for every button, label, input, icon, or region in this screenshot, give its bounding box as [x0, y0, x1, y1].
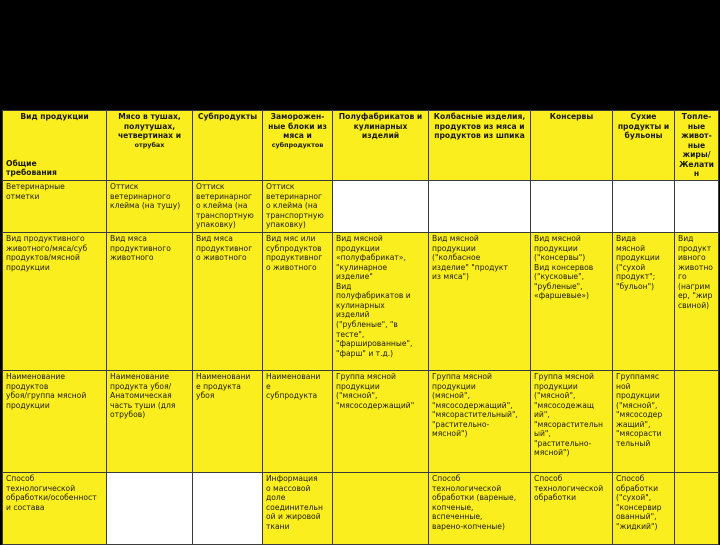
header-corner-top: Вид продукции [20, 112, 89, 121]
cell-line: животного [110, 253, 154, 263]
column-header-line: полутушах, [123, 121, 176, 131]
cell-line: изделий [336, 310, 370, 320]
cell-line: Вид продуктивного [6, 233, 85, 243]
cell-line: Группа мясной [336, 371, 396, 381]
cell-line: Вид мяс или [266, 233, 316, 243]
cell-line: ной [616, 381, 631, 391]
cell-line: о клейма (на [196, 201, 248, 211]
table-cell [193, 232, 263, 370]
cell-line: животного/мяса/суб [6, 243, 88, 253]
row-header-cell [3, 370, 107, 472]
cell-line: упаковку) [196, 220, 236, 230]
cell-line: Наименование [6, 371, 66, 381]
cell-line: технологической [6, 483, 76, 493]
cell-line: вспеченные, [432, 512, 483, 522]
cell-line: ой и жировой [266, 512, 321, 522]
table-cell [429, 370, 531, 472]
cell-line: "мясосодержащий", [432, 400, 513, 410]
cell-line: е продукта [196, 381, 241, 391]
cell-line: Вид консервов [534, 262, 594, 272]
row-header-cell [3, 232, 107, 370]
cell-line: продуктивного [110, 243, 171, 253]
cell-line: убоя [196, 391, 215, 401]
cell-line: Вида [616, 233, 637, 243]
column-header [333, 111, 429, 181]
cell-line: отметки [6, 191, 40, 201]
cell-line: ветеринарног [266, 191, 323, 201]
cell-line: продукции [336, 381, 380, 391]
column-header [531, 111, 613, 181]
table-cell [531, 232, 613, 370]
row-header-cell [3, 180, 107, 232]
cell-line: ованный", [616, 512, 657, 522]
table-cell [193, 370, 263, 472]
cell-line: Способ [6, 473, 35, 483]
cell-line: тесте", [336, 329, 365, 339]
table-cell [675, 370, 719, 472]
cell-line: продукции [616, 391, 660, 401]
cell-line: ("сухой", [616, 493, 652, 503]
row-header-cell [3, 472, 107, 544]
table-cell [107, 180, 193, 232]
cell-line: кулинарных [336, 300, 385, 310]
header-corner-bottom-line: требования [6, 168, 57, 178]
table-cell [333, 180, 429, 232]
table-cell [333, 472, 429, 544]
cell-line: клейма (на тушу) [110, 201, 181, 211]
column-header-line: продукты и [617, 121, 670, 131]
cell-line: ("колбасное [432, 253, 481, 263]
cell-line: продукции [616, 253, 660, 263]
cell-line: варено-копченые) [432, 521, 505, 531]
cell-line: "мясорасти [616, 429, 662, 439]
table-cell [107, 370, 193, 472]
cell-line: "мясорастительный", [432, 410, 518, 420]
header-corner-bottom [6, 159, 57, 178]
cell-line: продукт [678, 243, 712, 253]
cell-line: продуктов/мясной [6, 253, 80, 263]
row-product-name [3, 370, 719, 472]
cell-line: ткани [266, 521, 290, 531]
cell-line: продуктивног [266, 253, 323, 263]
cell-line: о массовой [266, 483, 311, 493]
cell-line: ий", [534, 410, 550, 420]
cell-line: изделие" "продукт [432, 262, 508, 272]
column-header-line: отрубах [134, 140, 165, 149]
cell-line: мясной") [432, 429, 468, 439]
table-cell [429, 232, 531, 370]
cell-line: обработки [616, 483, 659, 493]
cell-line: из мяса") [432, 272, 469, 282]
row-method [3, 472, 719, 544]
cell-line: продукции [534, 381, 578, 391]
cell-line: технологической [534, 483, 604, 493]
column-header-line: продуктов из шпика [434, 131, 525, 141]
cell-line: о животного [196, 253, 247, 263]
cell-line: жащий", [616, 419, 651, 429]
cell-line: "фаршированные", [336, 339, 413, 349]
cell-line: Способ [432, 473, 461, 483]
cell-line: Оттиск [110, 181, 139, 191]
column-header [107, 111, 193, 181]
column-header-line: Субпродукты [197, 112, 258, 121]
table-cell [531, 180, 613, 232]
cell-line: Наименовани [196, 371, 251, 381]
column-header-line: жиры/ [682, 150, 711, 160]
table-cell [263, 472, 333, 544]
cell-line: "кулинарное [336, 262, 388, 272]
cell-line: обработки [534, 493, 577, 503]
cell-line: "мясосодер [616, 410, 663, 420]
cell-line: технологической [432, 483, 502, 493]
table-cell [263, 232, 333, 370]
table-cell [263, 180, 333, 232]
cell-line: Вид мясной [336, 233, 383, 243]
cell-line: «фаршевые») [534, 291, 589, 301]
table-cell [531, 472, 613, 544]
table-cell [613, 232, 675, 370]
table-cell [613, 370, 675, 472]
cell-line: "рубленые", [534, 281, 583, 291]
cell-line: Вид мясной [534, 233, 581, 243]
column-header [429, 111, 531, 181]
cell-line: Группа мясной [432, 371, 492, 381]
column-header-line: субпродуктов [271, 140, 324, 149]
column-header-line: ные [687, 121, 706, 131]
cell-line: ивного [678, 253, 706, 263]
cell-line: Группамяс [616, 371, 660, 381]
cell-line: го [678, 272, 687, 282]
cell-line: (мясной", [432, 391, 470, 401]
cell-line: Анатомическая [110, 391, 172, 401]
cell-line: доле [266, 493, 286, 503]
column-header [193, 111, 263, 181]
column-header [613, 111, 675, 181]
table-cell [675, 180, 719, 232]
table-cell [107, 232, 193, 370]
cell-line: ("сухой [616, 262, 646, 272]
header-row [3, 111, 719, 181]
cell-line: "фарш" и т.д.) [336, 348, 394, 358]
table-cell [333, 370, 429, 472]
table-cell [263, 370, 333, 472]
column-header-line: Сухие [630, 112, 657, 121]
cell-line: ("мясной", [534, 391, 576, 401]
cell-line: "консервир [616, 502, 662, 512]
cell-line: соединительн [266, 502, 323, 512]
cell-line: Группа мясной [534, 371, 594, 381]
cell-line: продукции [432, 381, 476, 391]
table-cell [333, 232, 429, 370]
cell-line: Оттиск [266, 181, 295, 191]
cell-line: копченые, [432, 502, 474, 512]
cell-line: (нагрим [678, 281, 711, 291]
cell-line: отрубов) [110, 410, 146, 420]
cell-line: транспортную [266, 210, 324, 220]
table-cell [613, 180, 675, 232]
cell-line: «полуфабрикат», [336, 253, 406, 263]
cell-line: Способ [616, 473, 645, 483]
cell-line: Вид мясной [432, 233, 479, 243]
cell-line: "мясорастительн [534, 419, 604, 429]
cell-line: мясной [616, 243, 646, 253]
cell-line: мясной") [534, 448, 570, 458]
cell-line: субпродукта [266, 391, 318, 401]
cell-line: продукции [336, 243, 380, 253]
cell-line: Ветеринарные [6, 181, 65, 191]
cell-line: "бульон") [616, 281, 655, 291]
cell-line: субпродуктов [266, 243, 322, 253]
table-cell [429, 180, 531, 232]
cell-line: животно [678, 262, 713, 272]
table-cell [193, 180, 263, 232]
column-header [263, 111, 333, 181]
column-header-line: Желатин [679, 159, 714, 179]
cell-line: "жидкий") [616, 521, 658, 531]
table-cell [531, 370, 613, 472]
header-corner-bottom-line: Общие [6, 158, 37, 168]
table-cell [107, 472, 193, 544]
column-header-line: кулинарных [353, 121, 408, 131]
table-cell [675, 472, 719, 544]
column-header-line: ные блоки из [268, 121, 327, 131]
cell-line: о животного [266, 262, 317, 272]
requirements-table [2, 110, 719, 545]
cell-line: продукции [534, 243, 578, 253]
cell-line: Вид [678, 233, 694, 243]
cell-line: полуфабрикатов и [336, 291, 411, 301]
cell-line: о клейма (на [266, 201, 318, 211]
cell-line: транспортную [196, 210, 254, 220]
cell-line: упаковку) [266, 220, 306, 230]
cell-line: продукции [432, 243, 476, 253]
cell-line: тельный [616, 438, 651, 448]
cell-line: ветеринарног [196, 191, 253, 201]
cell-line: "растительно- [534, 438, 592, 448]
cell-line: и состава [6, 502, 45, 512]
cell-line: Информация [266, 473, 318, 483]
row-veterinary-marks [3, 180, 719, 232]
cell-line: продукт"; [616, 272, 656, 282]
column-header-line: мяса и [283, 131, 312, 141]
cell-line: е [266, 381, 271, 391]
column-header-line: Полуфабрикатов и [338, 112, 423, 121]
table-cell [429, 472, 531, 544]
column-header-line: изделий [361, 131, 400, 141]
cell-line: продукции [6, 400, 50, 410]
cell-line: Вид мяса [110, 233, 147, 243]
table-cell [613, 472, 675, 544]
cell-line: Вид [336, 281, 352, 291]
column-header-line: четвертинах и [117, 131, 182, 141]
column-header-line: Консервы [549, 112, 594, 121]
column-header-line: продуктов из мяса и [434, 121, 525, 131]
cell-line: убоя/группа мясной [6, 391, 87, 401]
cell-line: ("мясной", [336, 391, 378, 401]
cell-line: свиной) [678, 300, 710, 310]
column-header-line: Топле- [681, 112, 712, 121]
cell-line: ("консервы") [534, 253, 586, 263]
cell-line: Способ [534, 473, 563, 483]
title-band [0, 0, 720, 108]
cell-line: обработки/особенност [6, 493, 97, 503]
column-header-line: бульоны [624, 131, 663, 141]
cell-line: ер, "жир [678, 291, 713, 301]
cell-line: ("мясной", [616, 400, 658, 410]
table-cell [193, 472, 263, 544]
cell-line: "мясосодержащий" [336, 400, 415, 410]
column-header-line: живот- [681, 131, 712, 141]
cell-line: Наименование [110, 371, 170, 381]
cell-line: продукции [6, 262, 50, 272]
cell-line: обработки (вареные, [432, 493, 517, 503]
column-header-line: Заморожен- [270, 112, 325, 121]
header-corner-cell [3, 111, 107, 181]
cell-line: "мясосодежащ [534, 400, 595, 410]
row-product-type [3, 232, 719, 370]
cell-line: ("кусковые", [534, 272, 584, 282]
cell-line: Оттиск [196, 181, 225, 191]
cell-line: ый", [534, 429, 551, 439]
cell-line: изделие" [336, 272, 373, 282]
cell-line: ветеринарного [110, 191, 171, 201]
column-header-line: Колбасные изделия, [433, 112, 526, 121]
cell-line: "растительно- [432, 419, 490, 429]
cell-line: продуктивног [196, 243, 253, 253]
column-header [675, 111, 719, 181]
table-cell [675, 232, 719, 370]
cell-line: Вид мяса [196, 233, 233, 243]
cell-line: ("рубленые", "в [336, 320, 398, 329]
cell-line: Наименовани [266, 371, 321, 381]
cell-line: продуктов [6, 381, 49, 391]
cell-line: часть туши (для [110, 400, 176, 410]
cell-line: продукта убоя/ [110, 381, 172, 391]
column-header-line: ные [687, 140, 706, 150]
column-header-line: Мясо в тушах, [118, 112, 181, 121]
